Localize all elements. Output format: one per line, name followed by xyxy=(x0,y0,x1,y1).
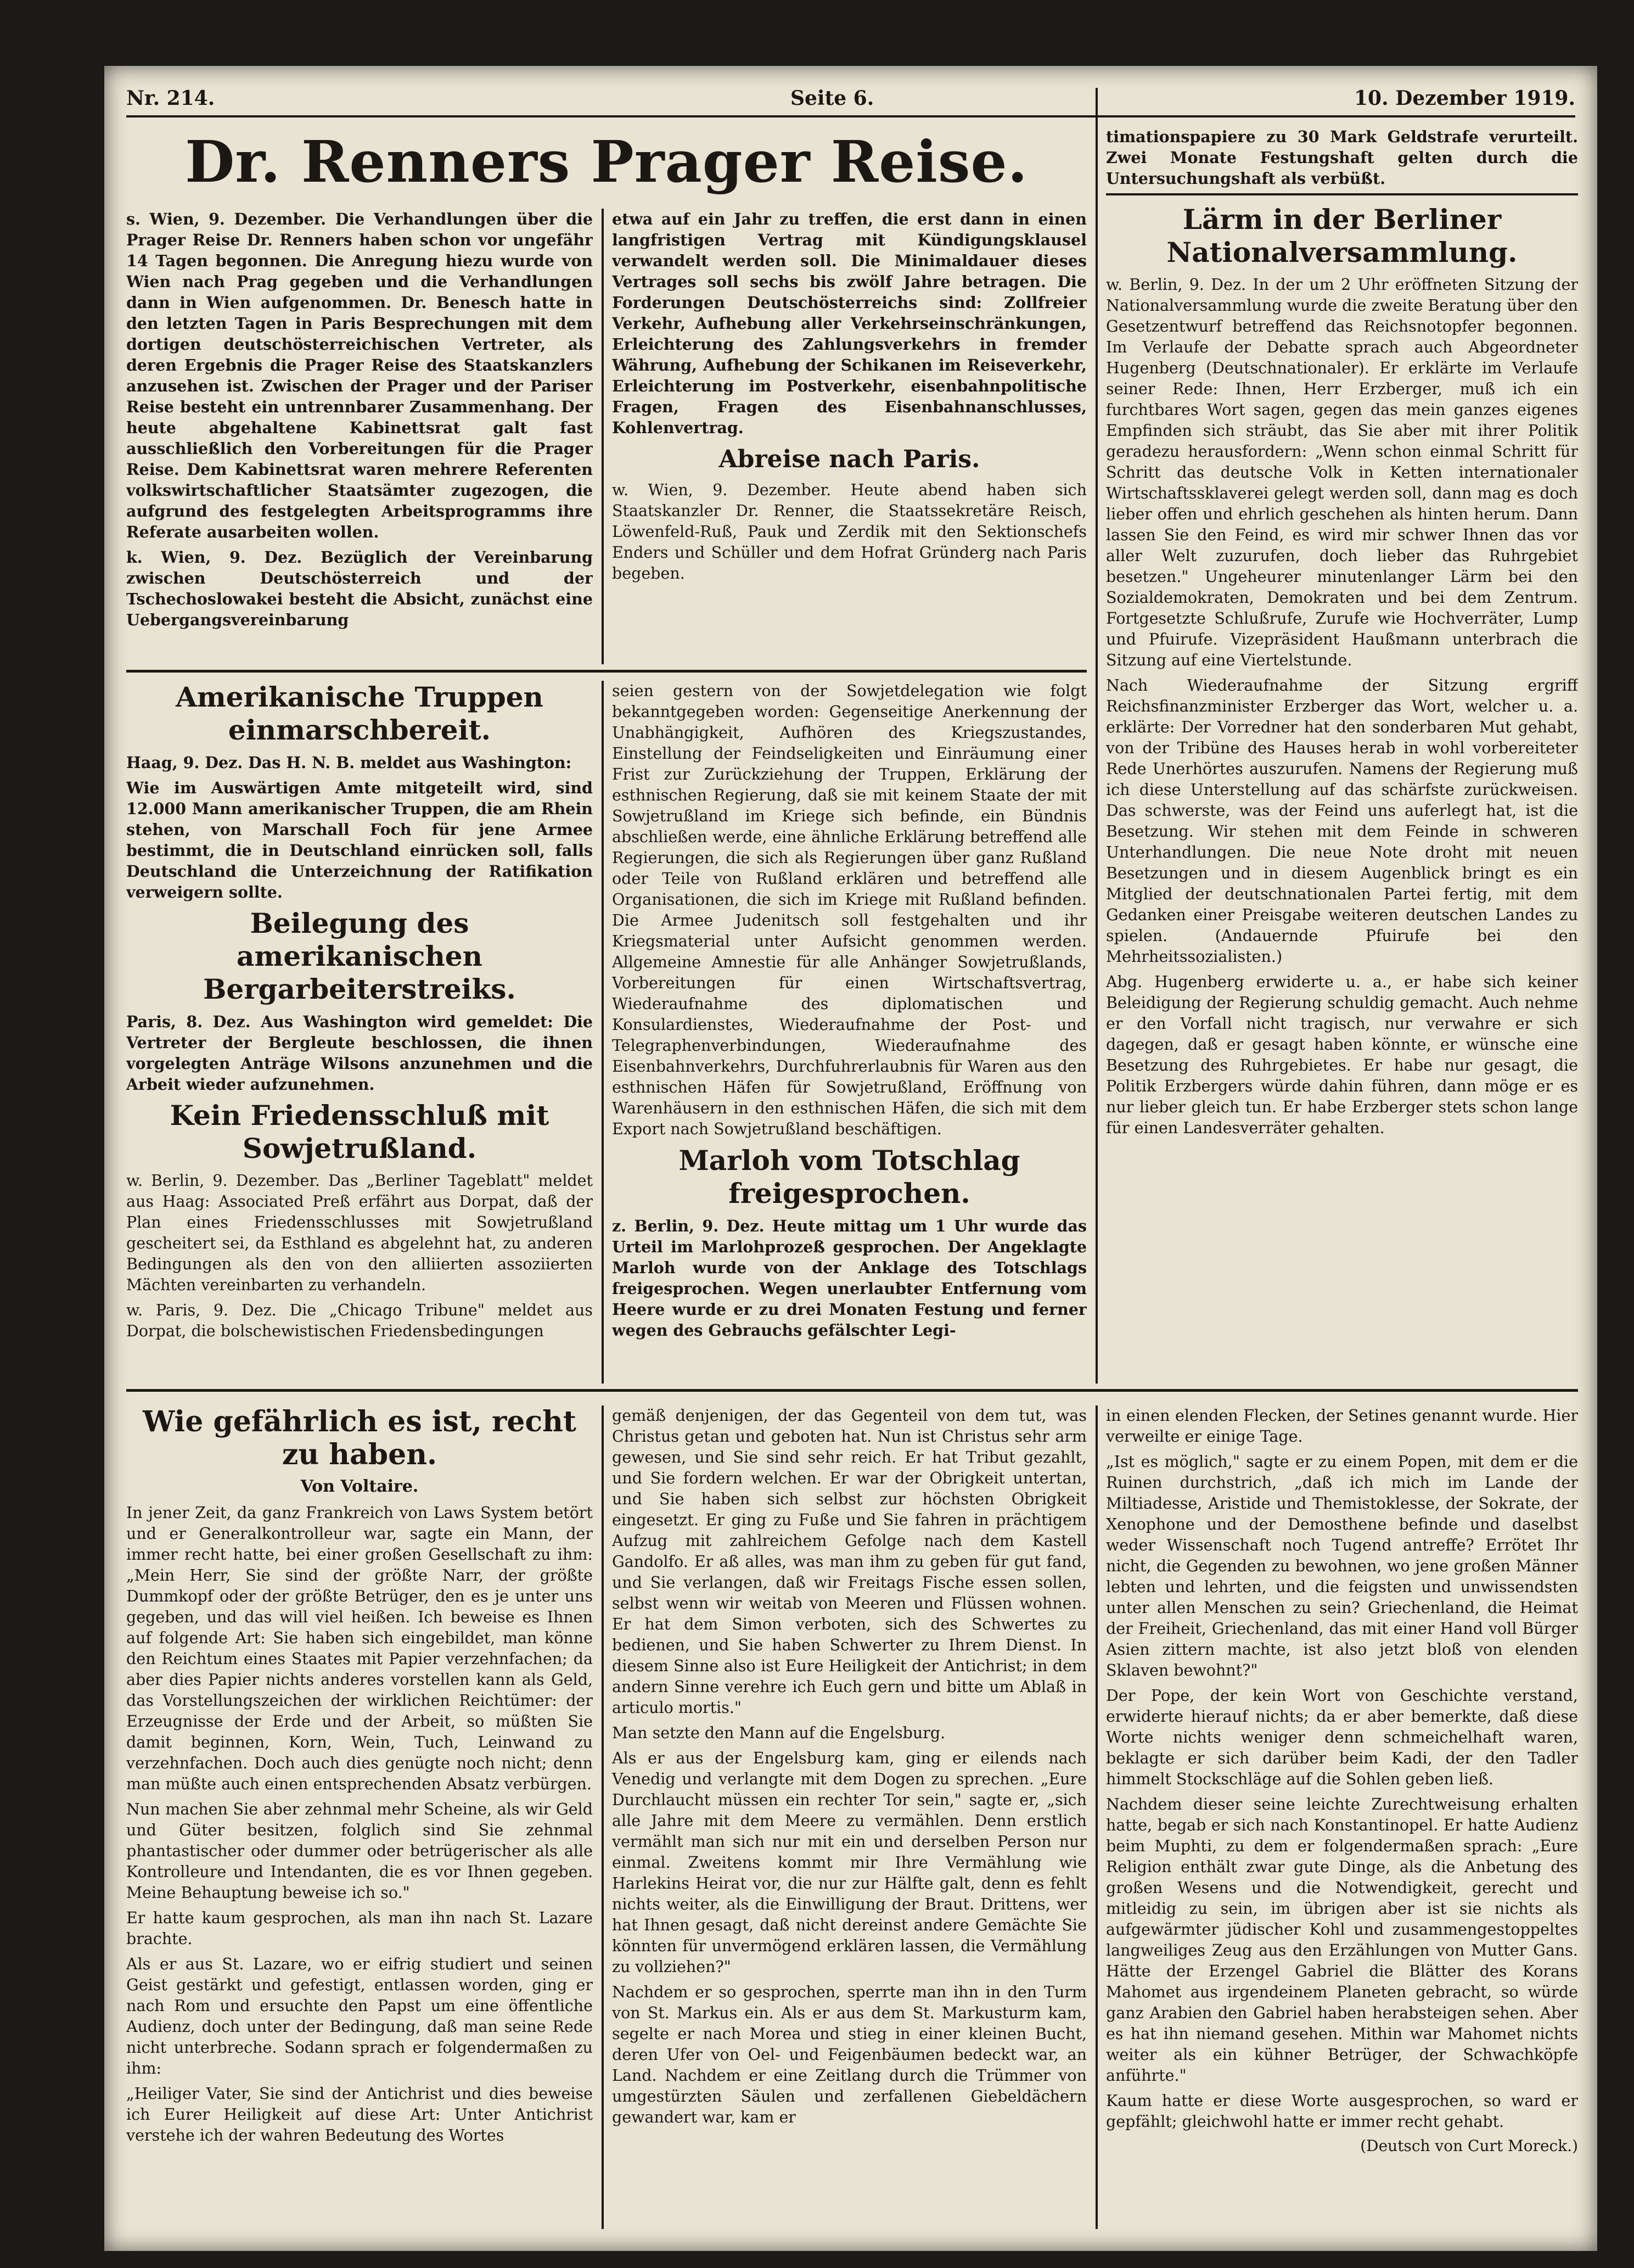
marloh-continuation: timationspapiere zu 30 Mark Geldstrafe verurteilt. Zwei Monate Festungshaft gelten durch die Untersuchungshaft als verbüßt. xyxy=(1106,127,1578,188)
renner-column-1 xyxy=(126,209,593,664)
friedensschluss-text-1: w. Berlin, 9. Dezember. Das „Berliner Tageblatt" meldet aus Haag: Associated Preß erfährt aus Dorpat, daß der Plan eines Friedensschlusses mit Sowjetrußland gescheitert sei, da Esthland es abgelehnt hat, zu anderen Bedingungen als den von den alliierten assoziierten Mächten vereinbarten zu verhandeln. xyxy=(126,1172,593,1294)
feuilleton-c1-p1: In jener Zeit, da ganz Frankreich von Laws System betört und er Generalkontrolleur war, sagte ein Mann, der immer recht hatte, bei einer großen Gesellschaft zu ihm: „Mein Herr, Sie sind der größte Narr, der größte Dummkopf oder der größte Betrüger, den es je unter uns gegeben, und das will viel heißen. Ich beweise es Ihnen auf folgende Art: Sie haben sich eingebildet, man könne den Reichtum eines Staates mit Papier verzehnfachen; da aber dies Papier nichts anderes vorstellen kann als Geld, das Vorstellungszeichen der wirklichen Reichtümer: der Erzeugnisse der Erde und der Arbeit, so müßten Sie damit beginnen, Korn, Wein, Tuch, Leinwand zu verzehnfachen. Doch auch dies genügte noch nicht; denn man müßte auch einen entsprechenden Absatz verbürgen. xyxy=(126,1504,593,1793)
feuilleton-c2-p1: gemäß denjenigen, der das Gegenteil von dem tut, was Christus getan und geboten hat. Nun ist Christus sehr arm gewesen, und Sie sind sehr reich. Er hat Tribut gezahlt, und Sie fordern welchen. Er war der Obrigkeit untertan, und Sie haben sich selbst zur höchsten Obrigkeit eingesetzt. Er ging zu Fuße und Sie fahren in prächtigem Aufzug mit zahlreichem Gefolge nach dem Kastell Gandolfo. Er aß alles, was man ihm zu geben für gut fand, und Sie verlangen, daß wir Freitags Fische essen sollen, selbst wenn wir weitab von Meeren und Flüssen wohnen. Er hat dem Simon verboten, sich des Schwertes zu bedienen, und Sie haben Schwerter zu Ihrem Dienst. In diesem Sinne also ist Eure Heiligkeit der Antichrist; in dem andern Sinne verehre ich Euch gern und bitte um Ablaß in articulo mortis." xyxy=(612,1407,1087,1717)
renner-headline-box xyxy=(126,126,1087,203)
feuilleton-c3-p5: Kaum hatte er diese Worte ausgesprochen, so ward er gepfählt; gleichwohl hatte er immer recht gehabt. xyxy=(1106,2092,1578,2131)
section-rule-feuilleton xyxy=(126,1389,1578,1392)
issue-date: 10. Dezember 1919. xyxy=(1354,87,1575,110)
bergarbeiter-headline: Beilegung des amerikanischen Bergarbeiterstreiks. xyxy=(203,907,516,1005)
column-rule xyxy=(1096,1405,1098,2229)
feuilleton-column-1 xyxy=(126,1405,593,2229)
feuilleton-c1-p5: „Heiliger Vater, Sie sind der Antichrist und dies beweise ich Eurer Heiligkeit auf diese Art: Unter Antichrist verstehe ich der wahren Bedeutung des Wortes xyxy=(126,2085,593,2144)
amerikanische-text-1: Haag, 9. Dez. Das H. N. B. meldet aus Washington: xyxy=(126,753,572,772)
news-column-left xyxy=(126,681,593,1384)
renner-text-2: etwa auf ein Jahr zu treffen, die erst dann in einen langfristigen Vertrag mit Kündigungsklausel verwandelt werden soll. Die Minimaldauer dieses Vertrages soll sechs bis zwölf Jahre betragen. Die Forderungen Deutschösterreichs sind: Zollfreier Verkehr, Aufhebung aller Verkehrseinschränkungen, Erleichterung des Zahlungsverkehrs in fremder Währung, Aufhebung der Schikanen im Reiseverkehr, Erleichterung im Postverkehr, eisenbahnpolitische Fragen, Fragen des Eisenbahnanschlusses, Kohlenvertrag. xyxy=(612,210,1087,437)
article-divider xyxy=(1106,193,1578,195)
page-number: Seite 6. xyxy=(790,87,874,110)
bergarbeiter-text: Paris, 8. Dez. Aus Washington wird gemeldet: Die Vertreter der Bergleute beschlossen, die ihnen vorgelegten Anträge Wilsons anzunehmen und die Arbeit wieder aufzunehmen. xyxy=(126,1012,593,1094)
feuilleton-c1-p4: Als er aus St. Lazare, wo er eifrig studiert und seinen Geist gestärkt und gefestigt, entlassen worden, ging er nach Rom und ersuchte den Papst um eine öffentliche Audienz, doch unter der Bedingung, daß man seine Rede nicht unterbreche. Sodann sprach er folgendermaßen zu ihm: xyxy=(126,1955,593,2077)
laerm-headline: Lärm in der Berliner Nationalversammlung. xyxy=(1166,203,1518,268)
translator-credit: (Deutsch von Curt Moreck.) xyxy=(1360,2137,1578,2155)
feuilleton-column-3 xyxy=(1106,1405,1578,2229)
marloh-text: z. Berlin, 9. Dez. Heute mittag um 1 Uhr wurde das Urteil im Marlohprozeß gesprochen. Der Angeklagte Marloh wurde von der Anklage des Totschlags freigesprochen. Wegen unerlaubter Entfernung vom Heere wurde er zu drei Monaten Festung und ferner wegen des Gebrauchs gefälschter Legi- xyxy=(612,1217,1087,1340)
section-rule xyxy=(126,670,1087,673)
friedensschluss-headline: Kein Friedensschluß mit Sowjetrußland. xyxy=(170,1099,549,1164)
renner-text-1: s. Wien, 9. Dezember. Die Verhandlungen über die Prager Reise Dr. Renners haben schon vor ungefähr 14 Tagen begonnen. Die Anregung hiezu wurde von Wien nach Prag gegeben und die Verhandlungen dann in Wien aufgenommen. Dr. Benesch hatte in den letzten Tagen in Paris Besprechungen mit dem dortigen deutschösterreichischen Vertreter, als deren Ergebnis die Prager Reise des Staatskanzlers anzusehen ist. Zwischen der Prager und der Pariser Reise besteht ein untrennbarer Zusammenhang. Der heute abgehaltene Kabinettsrat galt fast ausschließlich den Vorbereitungen für die Prager Reise. Dem Kabinettsrat waren mehrere Referenten volkswirtschaftlicher Staatsämter zugezogen, die aufgrund des festgelegten Arbeitsprogramms ihre Referate ausarbeiten wollen. xyxy=(126,210,593,541)
abreise-subheadline: Abreise nach Paris. xyxy=(718,445,980,473)
issue-number: Nr. 214. xyxy=(126,87,215,110)
newspaper-page xyxy=(104,66,1597,2251)
feuilleton-c2-p2: Man setzte den Mann auf die Engelsburg. xyxy=(612,1724,946,1742)
renner-text-2b: w. Wien, 9. Dezember. Heute abend haben sich Staatskanzler Dr. Renner, die Staatssekretäre Reisch, Löwenfeld-Ruß, Pauk und Zerdik mit den Sektionschefs Enders und Schüller und dem Hofrat Gründerg nach Paris begeben. xyxy=(612,481,1087,583)
column-rule xyxy=(602,681,604,1384)
friedensschluss-text-3: seien gestern von der Sowjetdelegation wie folgt bekanntgegeben worden: Gegenseitige Anerkennung der Unabhängigkeit, Aufhören des Kriegszustandes, Einstellung der Feindseligkeiten und Einräumung einer Frist zur Zurückziehung der Truppen, Erklärung der esthnischen Regierung, daß sie mit keinem Staate der mit Sowjetrußland im Kriege sich befinde, ein Bündnis abschließen werde, eine ähnliche Erklärung betreffend alle Regierungen, die sich als Regierungen über ganz Rußland oder Teile von Rußland erklären und betreffend alle Organisationen, die sich im Kriege mit Rußland befinden. Die Armee Judenitsch soll festgehalten und ihr Kriegsmaterial unter Aufsicht genommen werden. Allgemeine Amnestie für alle Anhänger Sowjetrußlands, Vorbereitungen für einen Wirtschaftsvertrag, Wiederaufnahme des diplomatischen und Konsulardienstes, Wiederaufnahme der Post- und Telegraphenverbindungen, Wiederaufnahme des Eisenbahnverkehrs, Durchfuhrerlaubnis für Waren aus den esthnischen Häfen für Sowjetrußland, Eröffnung von Warenhäusern in den esthnischen Häfen, die sich mit dem Export nach Sowjetrußland beschäftigen. xyxy=(612,682,1087,1138)
renner-column-2 xyxy=(612,209,1087,664)
feuilleton-c1-p2: Nun machen Sie aber zehnmal mehr Scheine, als wir Geld und Güter besitzen, folglich sind Sie zehnmal phantastischer oder dummer oder betrügerischer als alle Kontrolleure und Intendanten, die es vor Ihnen gegeben. Meine Behauptung beweise ich so." xyxy=(126,1800,593,1902)
amerikanische-truppen-headline: Amerikanische Truppen einmarschbereit. xyxy=(176,681,543,746)
feuilleton-c3-p1: in einen elenden Flecken, der Setines genannt wurde. Hier verweilte er einige Tage. xyxy=(1106,1407,1578,1446)
laerm-text-2: Nach Wiederaufnahme der Sitzung ergriff Reichsfinanzminister Erzberger das Wort, welcher u. a. erklärte: Der Vorredner hat den sonderbaren Mut gehabt, von der Tribüne des Hauses herab in wohl vorbereiteter Rede Unerhörtes auszurufen. Namens der Regierung muß ich diese Unterstellung auf das schärfste zurückweisen. Das schwerste, was der Feind uns auferlegt hat, ist die Besetzung. Wir stehen mit dem Feinde in schweren Unterhandlungen. Die neue Note droht mit neuen Besetzungen und in diesem Augenblick bringt es ein Mitglied der deutschnationalen Partei fertig, mit dem Gedanken einer Preisgabe weiteren deutschen Landes zu spielen. (Andauernde Pfuirufe bei den Mehrheitssozialisten.) xyxy=(1106,676,1578,966)
renner-text-1b: k. Wien, 9. Dez. Bezüglich der Vereinbarung zwischen Deutschösterreich und der Tschechoslowakei besteht die Absicht, zunächst eine Uebergangsvereinbarung xyxy=(126,548,593,629)
feuilleton-c2-p4: Nachdem er so gesprochen, sperrte man ihn in den Turm von St. Markus ein. Als er aus dem St. Markusturm kam, segelte er nach Morea und stieg in einer kleinen Bucht, deren Ufer von Oel- und Feigenbäumen bedeckt war, an Land. Nachdem er eine Zeitlang durch die Trümmer von umgestürzten Säulen und zerfallenen Giebeldächern gewandert war, kam er xyxy=(612,1983,1087,2126)
renner-headline: Dr. Renners Prager Reise. xyxy=(185,128,1028,195)
marloh-headline: Marloh vom Totschlag freigesprochen. xyxy=(678,1144,1020,1209)
column-rule xyxy=(1096,88,1098,1384)
feuilleton-headline: Wie gefährlich es ist, recht zu haben. xyxy=(143,1405,576,1471)
column-rule xyxy=(602,209,604,664)
feuilleton-c3-p3: Der Pope, der kein Wort von Geschichte verstand, erwiderte hierauf nichts; da er aber bemerkte, daß diese Worte nichts weniger denn schmeichelhaft waren, beklagte er sich darüber beim Kadi, der den Tadler himmelt Stockschläge auf die Sohlen geben ließ. xyxy=(1106,1687,1578,1788)
page-header xyxy=(126,82,1575,117)
news-column-middle xyxy=(612,681,1087,1384)
feuilleton-c2-p3: Als er aus der Engelsburg kam, ging er eilends nach Venedig und verlangte mit dem Dogen zu sprechen. „Eure Durchlaucht müssen ein rechter Tor sein," sagte er, „sich alle Jahre mit dem Meere zu vermählen. Denn erstlich vermählt man sich nur mit ein und derselben Person nur einmal. Zweitens kommt mir Ihre Vermählung wie Harlekins Heirat vor, die nur zur Hälfte galt, denn es fehlt nichts weiter, als die Einwilligung der Braut. Drittens, wer hat Ihnen gesagt, daß nicht dereinst andere Gemächte Sie könnten für unvermögend erklären lassen, die Vermählung zu vollziehen?" xyxy=(612,1749,1087,1976)
friedensschluss-text-2: w. Paris, 9. Dez. Die „Chicago Tribune" meldet aus Dorpat, die bolschewistischen Friedensbedingungen xyxy=(126,1301,593,1340)
column-rule xyxy=(602,1405,604,2229)
laerm-text-1: w. Berlin, 9. Dez. In der um 2 Uhr eröffneten Sitzung der Nationalversammlung wurde die zweite Beratung über den Gesetzentwurf betreffend das Reichsnotopfer begonnen. Im Verlaufe der Debatte sprach auch Abgeordneter Hugenberg (Deutschnationaler). Er erklärte im Verlaufe seiner Rede: Ihnen, Herr Erzberger, muß ich ein furchtbares Wort sagen, gegen das mein ganzes eigenes Empfinden sich sträubt, das Sie aber mit ihrer Politik geradezu herausfordern: „Wenn schon einmal Schritt für Schritt das deutsche Volk in Ketten internationaler Wirtschaftssklaverei gelegt werden soll, dann mag es doch lieber offen und ehrlich geschehen als hinten herum. Dann lassen Sie den Feind, es wird mir schwer Ihnen das vor aller Welt zuzurufen, doch lieber das Ruhrgebiet besetzen." Ungeheurer minutenlanger Lärm bei den Sozialdemokraten, Demokraten und bei dem Zentrum. Fortgesetzte Schlußrufe, Zurufe wie Hochverräter, Lump und Pfuirufe. Vizepräsident Haußmann unterbrach die Sitzung auf eine Viertelstunde. xyxy=(1106,276,1578,669)
feuilleton-column-2 xyxy=(612,1405,1087,2229)
laerm-text-3: Abg. Hugenberg erwiderte u. a., er habe sich keiner Beleidigung der Regierung schuldig gemacht. Auch nehme er den Vorfall nicht tragisch, nur verwahre er sich dagegen, daß er gesagt haben könnte, er wünsche eine Besetzung des Ruhrgebietes. Er habe nur gesagt, die Politik Erzbergers würde dahin führen, dann möge er es nur lieber gleich tun. Er habe Erzberger stets schon lange für einen Landesverräter gehalten. xyxy=(1106,973,1578,1137)
feuilleton-byline: Von Voltaire. xyxy=(300,1477,419,1496)
feuilleton-c1-p3: Er hatte kaum gesprochen, als man ihn nach St. Lazare brachte. xyxy=(126,1909,593,1948)
news-column-right xyxy=(1106,126,1578,1384)
feuilleton-c3-p4: Nachdem dieser seine leichte Zurechtweisung erhalten hatte, begab er sich nach Konstantinopel. Er hatte Audienz beim Muphti, zu dem er folgendermaßen sprach: „Eure Religion enthält zwar gute Dinge, als die Anbetung des großen Wesens und die Notwendigkeit, gerecht und mitleidig zu sein, im übrigen aber ist sie nichts als aufgewärmter jüdischer Kohl und zusammengestoppeltes langweiliges Zeug aus den Erzählungen von Mutter Gans. Hätte der Erzengel Gabriel die Blätter des Korans Mahomet aus irgendeinem Planeten gebracht, so würde ganz Arabien den Gabriel haben herabsteigen sehen. Aber es hat ihn niemand gesehen. Mithin war Mahomet nichts weiter als ein kühner Betrüger, der Schwachköpfe anführte." xyxy=(1106,1795,1578,2085)
feuilleton-c3-p2: „Ist es möglich," sagte er zu einem Popen, mit dem er die Ruinen durchstrich, „daß ich mich im Lande der Miltiadesse, Aristide und Themistoklesse, der Sokrate, der Xenophone und der Demosthene befinde und daselbst weder Wissenschaft noch Tugend antreffe? Errötet Ihr nicht, die Gegenden zu bewohnen, wo jene großen Männer lebten und lehrten, und die feigsten und unwissendsten unter allen Menschen zu sein? Griechenland, die Heimat der Freiheit, Griechenland, das mit einer Hand voll Bürger Asien zittern machte, ist also jetzt bloß von elenden Sklaven bewohnt?" xyxy=(1106,1453,1578,1679)
amerikanische-text-2: Wie im Auswärtigen Amte mitgeteilt wird, sind 12.000 Mann amerikanischer Truppen, die am Rhein stehen, von Marschall Foch für jene Armee bestimmt, die in Deutschland einrücken soll, falls Deutschland die Unterzeichnung der Ratifikation verweigern sollte. xyxy=(126,779,593,901)
